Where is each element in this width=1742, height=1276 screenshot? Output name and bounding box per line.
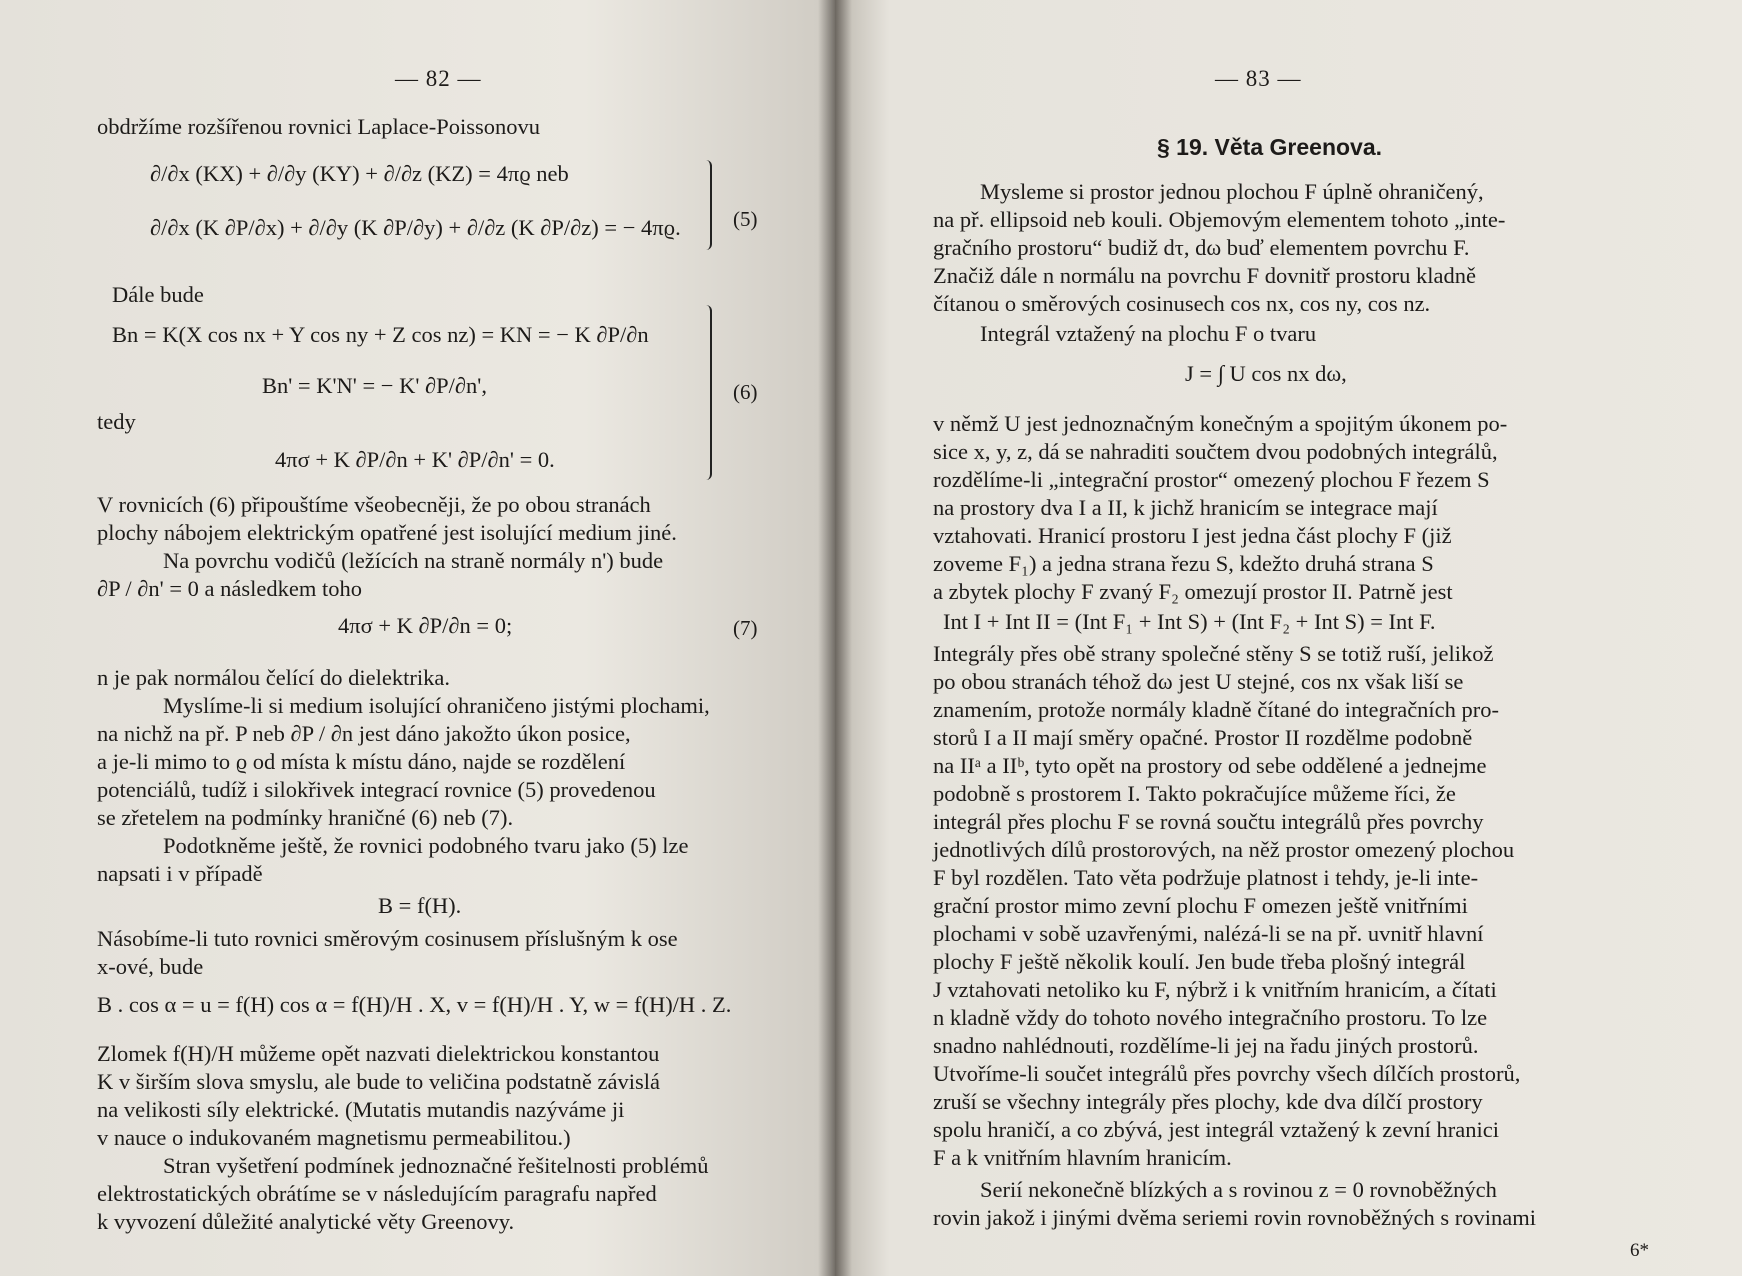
text-line: na př. ellipsoid neb kouli. Objemovým elementem tohoto „inte- — [933, 207, 1506, 232]
text-line: znamením, protože normály kladně čítané do integračních pro- — [933, 697, 1500, 722]
text-line: grační prostor mimo zevní plochu F omezen ještě vnitřními — [933, 893, 1468, 918]
text-line: sice x, y, z, dá se nahraditi součtem dvou podobných integrálů, — [933, 439, 1498, 464]
text-line: obdržíme rozšířenou rovnici Laplace-Poissonovu — [97, 114, 541, 139]
text-line: Integrály přes obě strany společné stěny S se totiž ruší, jelikož — [933, 641, 1494, 666]
text-line: na nichž na př. P neb ∂P / ∂n jest dáno jakožto úkon posice, — [97, 721, 631, 746]
text-line: vztahovati. Hranicí prostoru I jest jedna část plochy F (již — [933, 523, 1452, 548]
text-line: V rovnicích (6) připouštíme všeobecněji, že po obou stranách — [97, 492, 651, 517]
text-line: zruší se všechny integrály přes plochy, kde dva dílčí prostory — [933, 1089, 1483, 1114]
equation-line: ∂/∂x (K ∂P/∂x) + ∂/∂y (K ∂P/∂y) + ∂/∂z (K ∂P/∂z) = − 4πϱ. — [150, 215, 681, 240]
page-number: — 82 — — [395, 66, 482, 91]
section-heading: § 19. Věta Greenova. — [1157, 134, 1383, 160]
text-line: rovin jakož i jinými dvěma seriemi rovin rovnoběžných s rovinami — [933, 1205, 1536, 1230]
text-line: Serií nekonečně blízkých a s rovinou z = 0 rovnoběžných — [980, 1177, 1497, 1202]
text-line: v němž U jest jednoznačným konečným a spojitým úkonem po- — [933, 411, 1508, 436]
equation-number: (7) — [733, 616, 758, 640]
text-line: x-ové, bude — [97, 954, 204, 979]
text-line: na velikosti síly elektrické. (Mutatis mutandis nazýváme ji — [97, 1097, 625, 1122]
text-line: Značiž dále n normálu na povrchu F dovnitř prostoru kladně — [933, 263, 1476, 288]
book-gutter — [818, 0, 852, 1276]
equation-brace — [700, 305, 712, 480]
text-line: a je-li mimo to ϱ od místa k místu dáno, najde se rozdělení — [97, 749, 626, 774]
text-line: n kladně vždy do tohoto nového integračního prostoru. To lze — [933, 1005, 1488, 1030]
equation-line: ∂/∂x (KX) + ∂/∂y (KY) + ∂/∂z (KZ) = 4πϱ neb — [150, 161, 569, 186]
equation-line: B = f(H). — [378, 893, 462, 918]
text-line: spolu hraničí, a co zbývá, jest integrál vztažený k zevní hranici — [933, 1117, 1500, 1142]
equation-line: 4πσ + K ∂P/∂n = 0; — [338, 613, 513, 638]
equation-line: B . cos α = u = f(H) cos α = f(H)/H . X, v = f(H)/H . Y, w = f(H)/H . Z. — [97, 992, 732, 1017]
text-line: na prostory dva I a II, k jichž hranicím se integrace mají — [933, 495, 1438, 520]
text-line: J vztahovati netoliko ku F, nýbrž i k vnitřním hranicím, a čítati — [933, 977, 1497, 1002]
text-line: plochy nábojem elektrickým opatřené jest isolující medium jiné. — [97, 520, 677, 545]
text-line: n je pak normálou čelící do dielektrika. — [97, 665, 451, 690]
text-line: napsati i v případě — [97, 861, 263, 886]
equation-line: 4πσ + K ∂P/∂n + K' ∂P/∂n' = 0. — [275, 447, 555, 472]
right-page — [835, 0, 1742, 1276]
text-line: gračního prostoru“ budiž dτ, dω buď elementem povrchu F. — [933, 235, 1470, 260]
text-line: Podotkněme ještě, že rovnici podobného tvaru jako (5) lze — [163, 833, 689, 858]
text-line: F a k vnitřním hlavním hranicím. — [933, 1145, 1232, 1170]
text-line: a zbytek plochy F zvaný F₂ omezují prostor II. Patrně jest — [933, 579, 1453, 604]
text-line: rozdělíme-li „integrační prostor“ omezený plochou F řezem S — [933, 467, 1490, 492]
text-line: snadno nahlédnouti, rozdělíme-li jej na řadu jiných prostorů. — [933, 1033, 1479, 1058]
equation-number: (6) — [733, 380, 758, 404]
text-line: Násobíme-li tuto rovnici směrovým cosinusem příslušným k ose — [97, 926, 678, 951]
text-line: Zlomek f(H)/H můžeme opět nazvati dielektrickou konstantou — [97, 1041, 660, 1066]
text-line: F byl rozdělen. Tato věta podržuje platnost i tehdy, je-li inte- — [933, 865, 1479, 890]
text-line: v nauce o indukovaném magnetismu permeabilitou.) — [97, 1125, 571, 1150]
text-line: Dále bude — [112, 282, 204, 307]
text-line: k vyvození důležité analytické věty Greenovy. — [97, 1209, 515, 1234]
text-line: storů I a II mají směry opačné. Prostor II rozdělme podobně — [933, 725, 1473, 750]
text-line: na IIᵃ a IIᵇ, tyto opět na prostory od sebe oddělené a jednejme — [933, 753, 1487, 778]
text-line: jednotlivých dílů prostorových, na něž prostor omezený plochou — [933, 837, 1515, 862]
text-line: elektrostatických obrátíme se v následujícím paragrafu napřed — [97, 1181, 657, 1206]
equation-line: Bn = K(X cos nx + Y cos ny + Z cos nz) = KN = − K ∂P/∂n — [112, 322, 649, 347]
equation-line: J = ∫ U cos nx dω, — [1185, 361, 1347, 386]
text-line: plochami v sobě uzavřenými, nalézá-li se na př. uvnitř hlavní — [933, 921, 1484, 946]
text-line: Myslíme-li si medium isolující ohraničeno jistými plochami, — [163, 693, 710, 718]
text-line: potenciálů, tudíž i silokřivek integrací rovnice (5) provedenou — [97, 777, 656, 802]
text-line: Na povrchu vodičů (ležících na straně normály n') bude — [163, 548, 664, 573]
text-line: čítanou o směrových cosinusech cos nx, cos ny, cos nz. — [933, 291, 1431, 316]
text-line: Utvoříme-li součet integrálů přes povrchy všech dílčích prostorů, — [933, 1061, 1521, 1086]
text-line: Mysleme si prostor jednou plochou F úplně ohraničený, — [980, 179, 1484, 204]
signature-mark: 6* — [1630, 1240, 1649, 1261]
equation-line: Bn' = K'N' = − K' ∂P/∂n', — [262, 373, 487, 398]
left-page — [0, 0, 835, 1276]
text-line: ∂P / ∂n' = 0 a následkem toho — [97, 576, 362, 601]
text-line: po obou stranách téhož dω jest U stejné, cos nx však liší se — [933, 669, 1464, 694]
text-line: plochy F ještě několik koulí. Jen bude třeba plošný integrál — [933, 949, 1466, 974]
equation-number: (5) — [733, 207, 758, 231]
text-line: se zřetelem na podmínky hraničné (6) neb (7). — [97, 805, 514, 830]
equation-brace — [700, 160, 712, 250]
text-line: zoveme F₁) a jedna strana řezu S, kdežto druhá strana S — [933, 551, 1434, 576]
text-line: tedy — [97, 409, 136, 434]
page-number: — 83 — — [1215, 66, 1302, 91]
text-line: Integrál vztažený na plochu F o tvaru — [980, 321, 1317, 346]
equation-line: Int I + Int II = (Int F₁ + Int S) + (Int F₂ + Int S) = Int F. — [943, 609, 1436, 634]
text-line: integrál přes plochu F se rovná součtu integrálů přes povrchy — [933, 809, 1484, 834]
text-line: Stran vyšetření podmínek jednoznačné řešitelnosti problémů — [163, 1153, 709, 1178]
text-line: podobně s prostorem I. Takto pokračujíce můžeme říci, že — [933, 781, 1456, 806]
text-line: K v širším slova smyslu, ale bude to veličina podstatně závislá — [97, 1069, 661, 1094]
